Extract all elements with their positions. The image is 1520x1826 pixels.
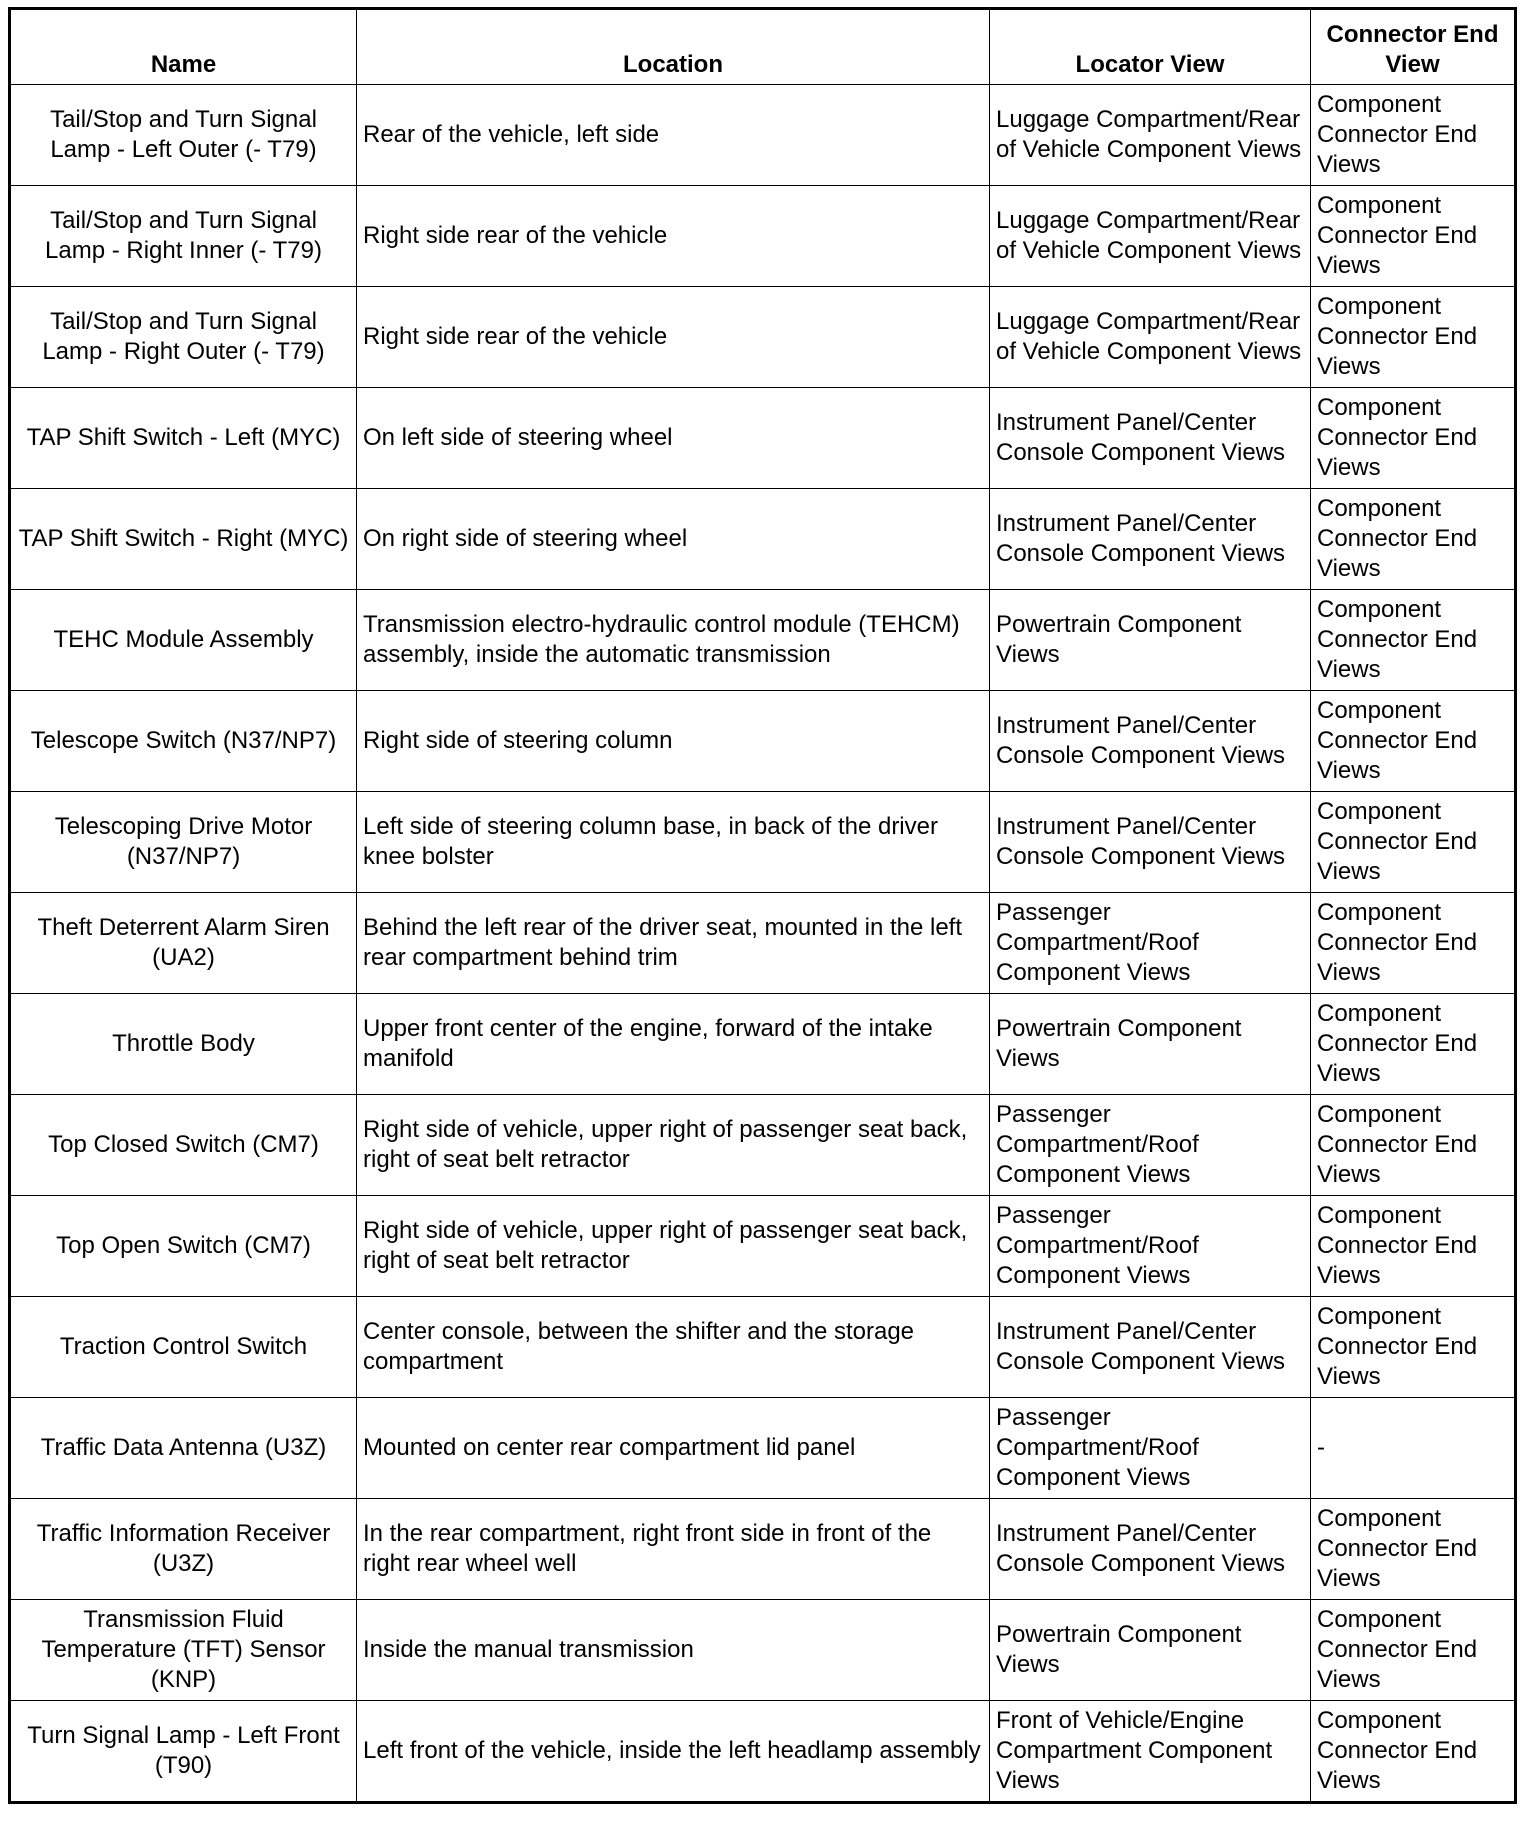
table-row: [10, 1600, 1516, 1701]
table-row: [10, 1095, 1516, 1196]
cell-connector-end-view: Component Connector End Views: [1311, 186, 1516, 287]
cell-locator-view: Powertrain Component Views: [990, 994, 1311, 1095]
cell-connector-end-view: Component Connector End Views: [1311, 893, 1516, 994]
cell-location: Center console, between the shifter and the storage compartment: [357, 1297, 990, 1398]
cell-connector-end-view: Component Connector End Views: [1311, 590, 1516, 691]
cell-name: TAP Shift Switch - Left (MYC): [10, 388, 357, 489]
header-row: [10, 9, 1516, 85]
cell-connector-end-view: Component Connector End Views: [1311, 85, 1516, 186]
cell-locator-view: Passenger Compartment/Roof Component Views: [990, 1398, 1311, 1499]
cell-connector-end-view: Component Connector End Views: [1311, 489, 1516, 590]
cell-name: TEHC Module Assembly: [10, 590, 357, 691]
cell-name: Transmission Fluid Temperature (TFT) Sensor (KNP): [10, 1600, 357, 1701]
header-name: Name: [10, 9, 357, 85]
cell-location: Transmission electro-hydraulic control module (TEHCM) assembly, inside the automatic transmission: [357, 590, 990, 691]
cell-location: Rear of the vehicle, left side: [357, 85, 990, 186]
cell-location: Right side rear of the vehicle: [357, 186, 990, 287]
table-row: [10, 590, 1516, 691]
table-row: [10, 792, 1516, 893]
header-locator-view: Locator View: [990, 9, 1311, 85]
cell-location: Mounted on center rear compartment lid panel: [357, 1398, 990, 1499]
cell-locator-view: Instrument Panel/Center Console Component Views: [990, 388, 1311, 489]
table-row: [10, 287, 1516, 388]
table-row: [10, 186, 1516, 287]
cell-location: Right side of steering column: [357, 691, 990, 792]
cell-name: Traffic Data Antenna (U3Z): [10, 1398, 357, 1499]
cell-location: Behind the left rear of the driver seat, mounted in the left rear compartment behind trim: [357, 893, 990, 994]
cell-name: Turn Signal Lamp - Left Front (T90): [10, 1701, 357, 1803]
cell-name: Theft Deterrent Alarm Siren (UA2): [10, 893, 357, 994]
cell-name: TAP Shift Switch - Right (MYC): [10, 489, 357, 590]
cell-name: Tail/Stop and Turn Signal Lamp - Left Outer (- T79): [10, 85, 357, 186]
cell-locator-view: Passenger Compartment/Roof Component Views: [990, 893, 1311, 994]
table-row: [10, 893, 1516, 994]
cell-name: Traffic Information Receiver (U3Z): [10, 1499, 357, 1600]
cell-location: On left side of steering wheel: [357, 388, 990, 489]
cell-locator-view: Instrument Panel/Center Console Component Views: [990, 691, 1311, 792]
cell-name: Tail/Stop and Turn Signal Lamp - Right Outer (- T79): [10, 287, 357, 388]
cell-location: In the rear compartment, right front side in front of the right rear wheel well: [357, 1499, 990, 1600]
table-row: [10, 489, 1516, 590]
cell-location: Right side rear of the vehicle: [357, 287, 990, 388]
cell-connector-end-view: Component Connector End Views: [1311, 1499, 1516, 1600]
table-row: [10, 1196, 1516, 1297]
table-row: [10, 388, 1516, 489]
cell-locator-view: Luggage Compartment/Rear of Vehicle Component Views: [990, 287, 1311, 388]
cell-connector-end-view: Component Connector End Views: [1311, 994, 1516, 1095]
cell-location: On right side of steering wheel: [357, 489, 990, 590]
table-row: [10, 85, 1516, 186]
cell-locator-view: Powertrain Component Views: [990, 1600, 1311, 1701]
cell-name: Top Open Switch (CM7): [10, 1196, 357, 1297]
cell-locator-view: Front of Vehicle/Engine Compartment Component Views: [990, 1701, 1311, 1803]
cell-location: Left side of steering column base, in back of the driver knee bolster: [357, 792, 990, 893]
cell-locator-view: Passenger Compartment/Roof Component Views: [990, 1196, 1311, 1297]
cell-locator-view: Luggage Compartment/Rear of Vehicle Component Views: [990, 186, 1311, 287]
cell-location: Right side of vehicle, upper right of passenger seat back, right of seat belt retractor: [357, 1095, 990, 1196]
header-location: Location: [357, 9, 990, 85]
cell-connector-end-view: Component Connector End Views: [1311, 1701, 1516, 1803]
table-row: [10, 691, 1516, 792]
component-locator-table: [8, 7, 1517, 1804]
cell-name: Tail/Stop and Turn Signal Lamp - Right Inner (- T79): [10, 186, 357, 287]
cell-connector-end-view: Component Connector End Views: [1311, 691, 1516, 792]
cell-location: Left front of the vehicle, inside the left headlamp assembly: [357, 1701, 990, 1803]
cell-locator-view: Instrument Panel/Center Console Component Views: [990, 489, 1311, 590]
table-row: [10, 1701, 1516, 1803]
cell-name: Top Closed Switch (CM7): [10, 1095, 357, 1196]
cell-locator-view: Powertrain Component Views: [990, 590, 1311, 691]
cell-connector-end-view: Component Connector End Views: [1311, 792, 1516, 893]
cell-location: Right side of vehicle, upper right of passenger seat back, right of seat belt retractor: [357, 1196, 990, 1297]
cell-connector-end-view: Component Connector End Views: [1311, 1196, 1516, 1297]
table-row: [10, 994, 1516, 1095]
table-row: [10, 1297, 1516, 1398]
header-connector-end-view: Connector End View: [1311, 9, 1516, 85]
cell-connector-end-view: -: [1311, 1398, 1516, 1499]
cell-locator-view: Instrument Panel/Center Console Component Views: [990, 1297, 1311, 1398]
cell-name: Throttle Body: [10, 994, 357, 1095]
cell-location: Upper front center of the engine, forward of the intake manifold: [357, 994, 990, 1095]
table-row: [10, 1398, 1516, 1499]
cell-connector-end-view: Component Connector End Views: [1311, 1095, 1516, 1196]
cell-locator-view: Instrument Panel/Center Console Component Views: [990, 792, 1311, 893]
table-row: [10, 1499, 1516, 1600]
cell-locator-view: Passenger Compartment/Roof Component Views: [990, 1095, 1311, 1196]
cell-name: Traction Control Switch: [10, 1297, 357, 1398]
cell-locator-view: Instrument Panel/Center Console Component Views: [990, 1499, 1311, 1600]
cell-connector-end-view: Component Connector End Views: [1311, 1600, 1516, 1701]
cell-name: Telescope Switch (N37/NP7): [10, 691, 357, 792]
cell-locator-view: Luggage Compartment/Rear of Vehicle Component Views: [990, 85, 1311, 186]
cell-connector-end-view: Component Connector End Views: [1311, 1297, 1516, 1398]
cell-name: Telescoping Drive Motor (N37/NP7): [10, 792, 357, 893]
cell-location: Inside the manual transmission: [357, 1600, 990, 1701]
cell-connector-end-view: Component Connector End Views: [1311, 287, 1516, 388]
cell-connector-end-view: Component Connector End Views: [1311, 388, 1516, 489]
